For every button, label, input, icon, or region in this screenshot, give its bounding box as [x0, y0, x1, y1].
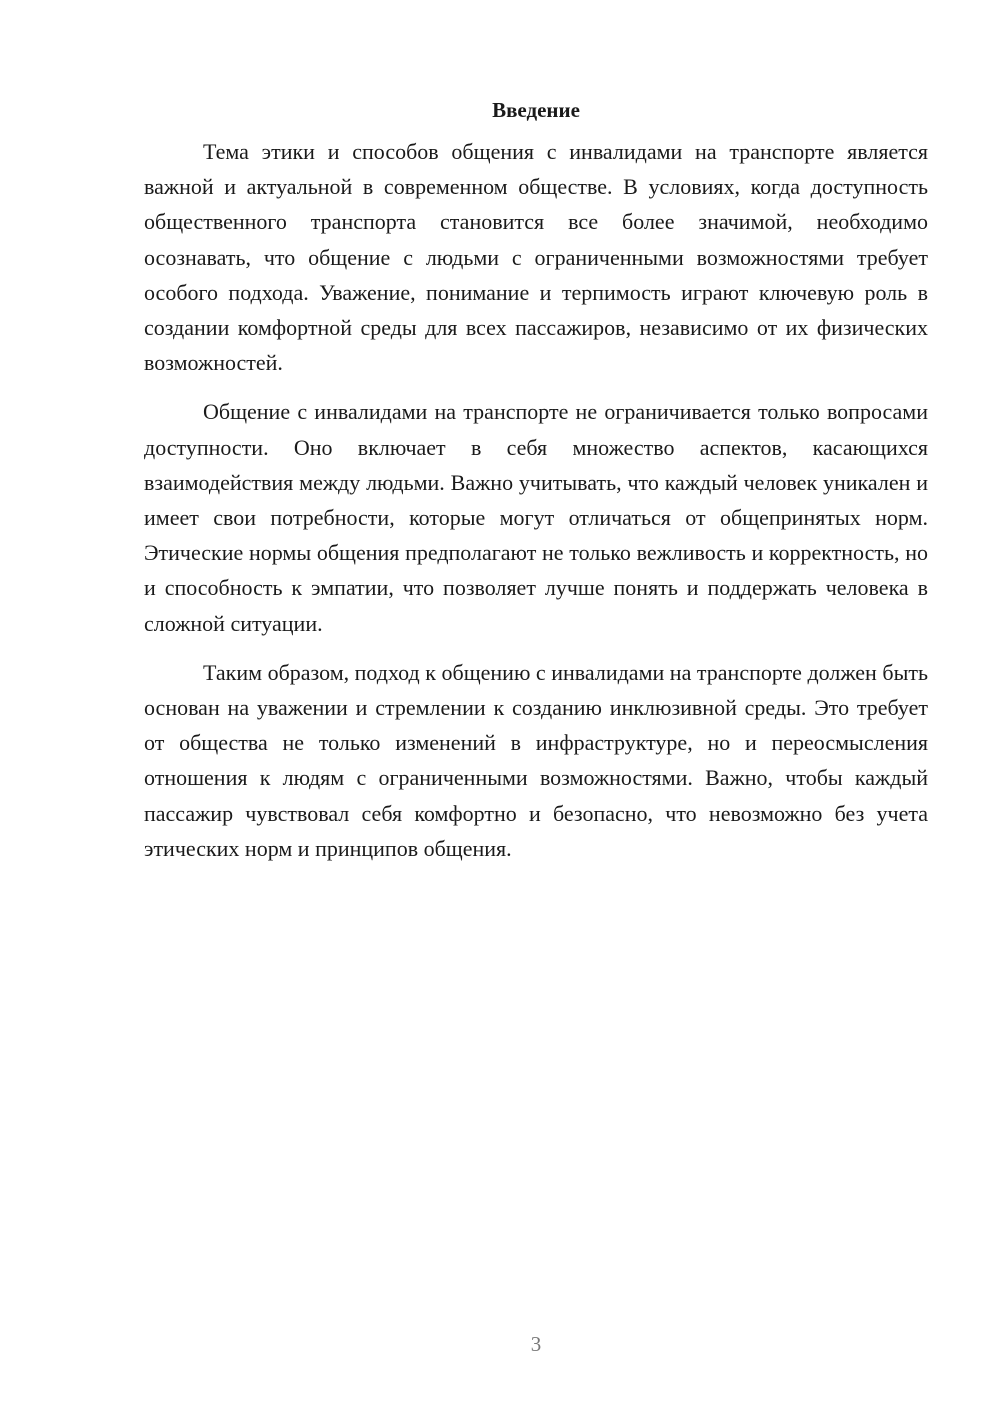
page-number: 3 — [530, 1332, 542, 1356]
paragraph-3: Таким образом, подход к общению с инвалидами на транспорте должен быть основан на уважении и стремлении к созданию инклюзивной среды. Это требует от общества не только изменений в инфраструктуре, но и переосмысления отношения к людям с ограниченными возможностями. Важно, чтобы каждый пассажир чувствовал себя комфортно и безопасно, что невозможно без учета этических норм и принципов общения. — [144, 659, 928, 861]
page-content — [144, 92, 928, 880]
paragraph-2: Общение с инвалидами на транспорте не ограничивается только вопросами доступности. Оно включает в себя множество аспектов, касающихся взаимодействия между людьми. Важно учитывать, что каждый человек уникален и имеет свои потребности, которые могут отличаться от общепринятых норм. Этические нормы общения предполагают не только вежливость и корректность, но и способность к эмпатии, что позволяет лучше понять и поддержать человека в сложной ситуации. — [144, 399, 928, 636]
section-title: Введение — [492, 98, 580, 122]
paragraph-1: Тема этики и способов общения с инвалидами на транспорте является важной и актуальной в современном обществе. В условиях, когда доступность общественного транспорта становится все более значимой, необходимо осознавать, что общение с людьми с ограниченными возможностями требует особого подхода. Уважение, понимание и терпимость играют ключевую роль в создании комфортной среды для всех пассажиров, независимо от их физических возможностей. — [144, 139, 928, 376]
